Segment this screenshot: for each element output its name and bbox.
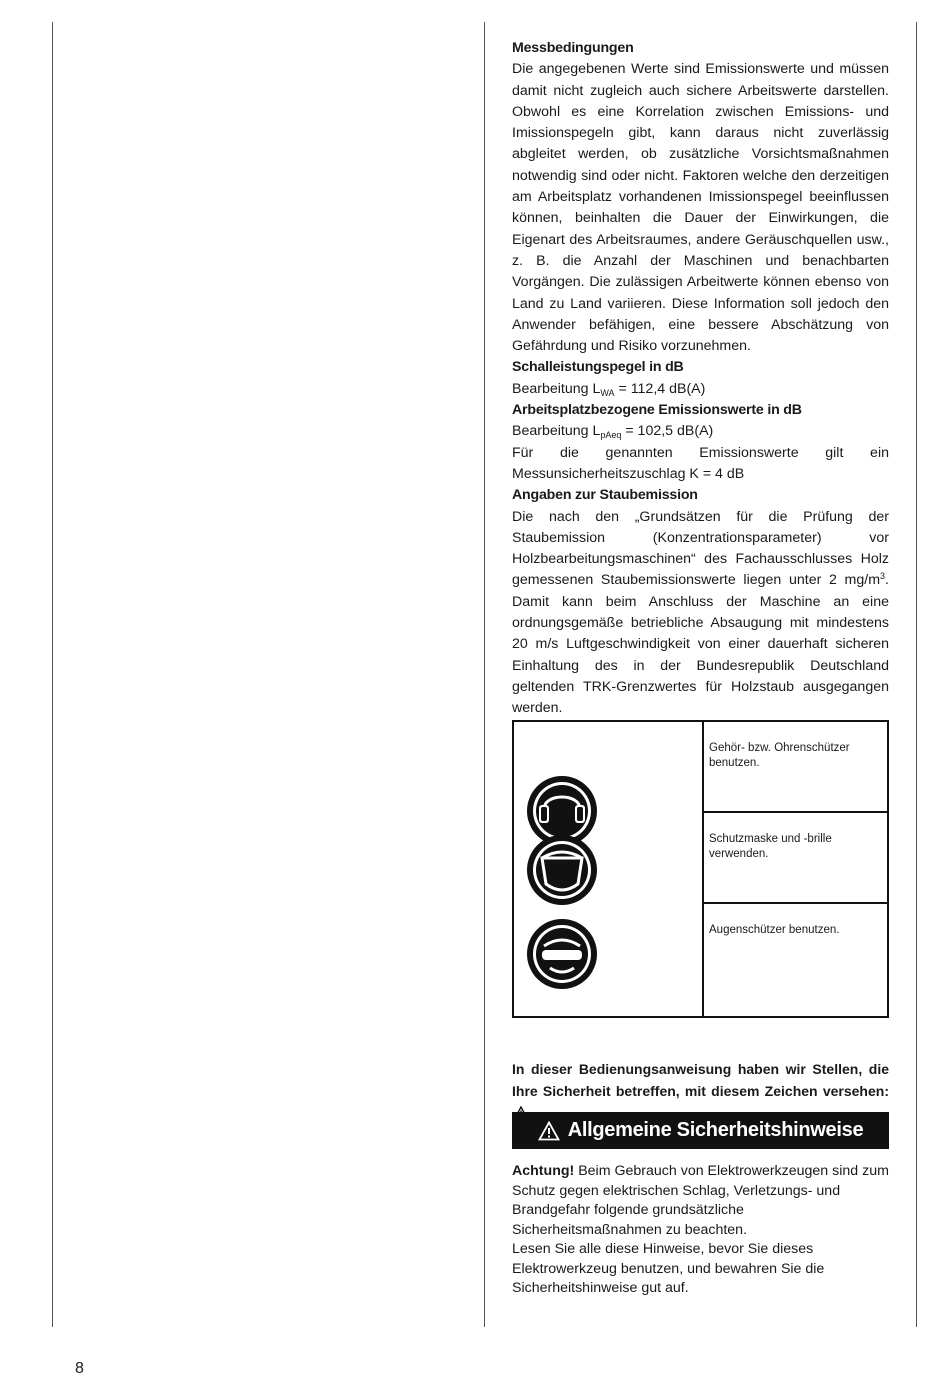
- page-number: 8: [75, 1360, 84, 1377]
- ppe-row-face: Schutzmaske und -brille verwenden.: [703, 813, 887, 904]
- workplace-heading: Arbeitsplatzbezogene Emissionswerte in dB: [512, 402, 802, 419]
- measurement-body: Die angegebenen Werte sind Emissionswerte und müssen damit nicht zugleich auch sichere Arbeitswerte darstellen. Obwohl es eine Korrelation zwischen Emissions- und Imissionspegeln gibt, kann daraus nicht zuverlässig abgleitet werden, ob zusätzliche Vorsichtsmaßnahmen notwendig sind oder nicht. Faktoren welche den derzeitigen am Arbeitsplatz vorhandenen Imissionspegel beeinflussen können, beinhalten die Dauer der Einwirkungen, die Eigenart des Arbeitsraumes, andere Geräuschquellen usw., z. B. die Anzahl der Maschinen und benachbarten Vorgängen. Die zulässigen Arbeitwerte können ebenso von Land zu Land variieren. Diese Information soll jedoch den Anwender befähigen, eine bessere Abschätzung von Gefährdung und Risiko vorzunehmen.: [512, 61, 889, 355]
- dust-heading: Angaben zur Staubemission: [512, 487, 698, 504]
- face-shield-icon: [526, 834, 598, 906]
- sound-power-value: Bearbeitung $L_{WA} = 112,4$ dB(A): [512, 380, 706, 398]
- center-column-line: [484, 22, 485, 1327]
- text-column: [512, 38, 889, 720]
- closing-paragraph: Achtung! Beim Gebrauch von Elektrowerkzeugen sind zum Schutz gegen elektrischen Schlag, Verletzungs- und Brandgefahr folgende grundsätzliche Sicherheitsmaßnahmen zu beachten.: [512, 1163, 889, 1238]
- ppe-table: [512, 720, 889, 1018]
- eye-protection-icon: [526, 918, 598, 990]
- ppe-row-eye: Augenschützer benutzen.: [709, 924, 840, 936]
- left-margin-line: [52, 22, 53, 1327]
- ppe-icon-column: [514, 722, 704, 1016]
- banner-title: Allgemeine Sicherheitshinweise: [567, 1119, 864, 1141]
- dust-body: Die nach den „Grundsätzen für die Prüfung der Staubemission (Konzentrationsparameter) vor Holzbearbeitungsmaschinen“ des Fachausschlusses Holz gemessenen Staubemissionswerte liegen unter 2 $mg/m^3$. Damit kann beim Anschluss der Maschine an eine ordnungsgemäße betriebliche Absaugung mit mindestens 20 m/s Luftgeschwindigkeit von einer dauerhaft sicheren Einhaltung des in der Bundesrepublik Deutschland geltenden TRK-Grenzwertes für Holzstaub ausgegangen werden.: [512, 508, 889, 717]
- measurement-heading: Messbedingungen: [512, 40, 634, 56]
- workplace-value: Bearbeitung $L_{pAeq} = 102,5$ dB(A): [512, 423, 714, 441]
- uncertainty-text: Für die genannten Emissionswerte gilt ein Messunsicherheitszuschlag K = 4 dB: [512, 444, 889, 482]
- closing-paragraph-2: Lesen Sie alle diese Hinweise, bevor Sie dieses Elektrowerkzeug benutzen, und bewahren Sie die Sicherheitshinweise gut auf.: [512, 1241, 825, 1296]
- ppe-row-ear: Gehör- bzw. Ohrenschützer benutzen.: [703, 722, 887, 813]
- warning-triangle-icon: [538, 1121, 560, 1141]
- section-banner: [512, 1112, 889, 1149]
- right-margin-line: [916, 22, 917, 1327]
- closing-text: [512, 1162, 889, 1299]
- safety-note: In dieser Bedienungsanweisung haben wir Stellen, die Ihre Sicherheit betreffen, mit diesem Zeichen versehen:: [512, 1058, 889, 1124]
- sound-power-heading: Schalleistungspegel in dB: [512, 359, 684, 376]
